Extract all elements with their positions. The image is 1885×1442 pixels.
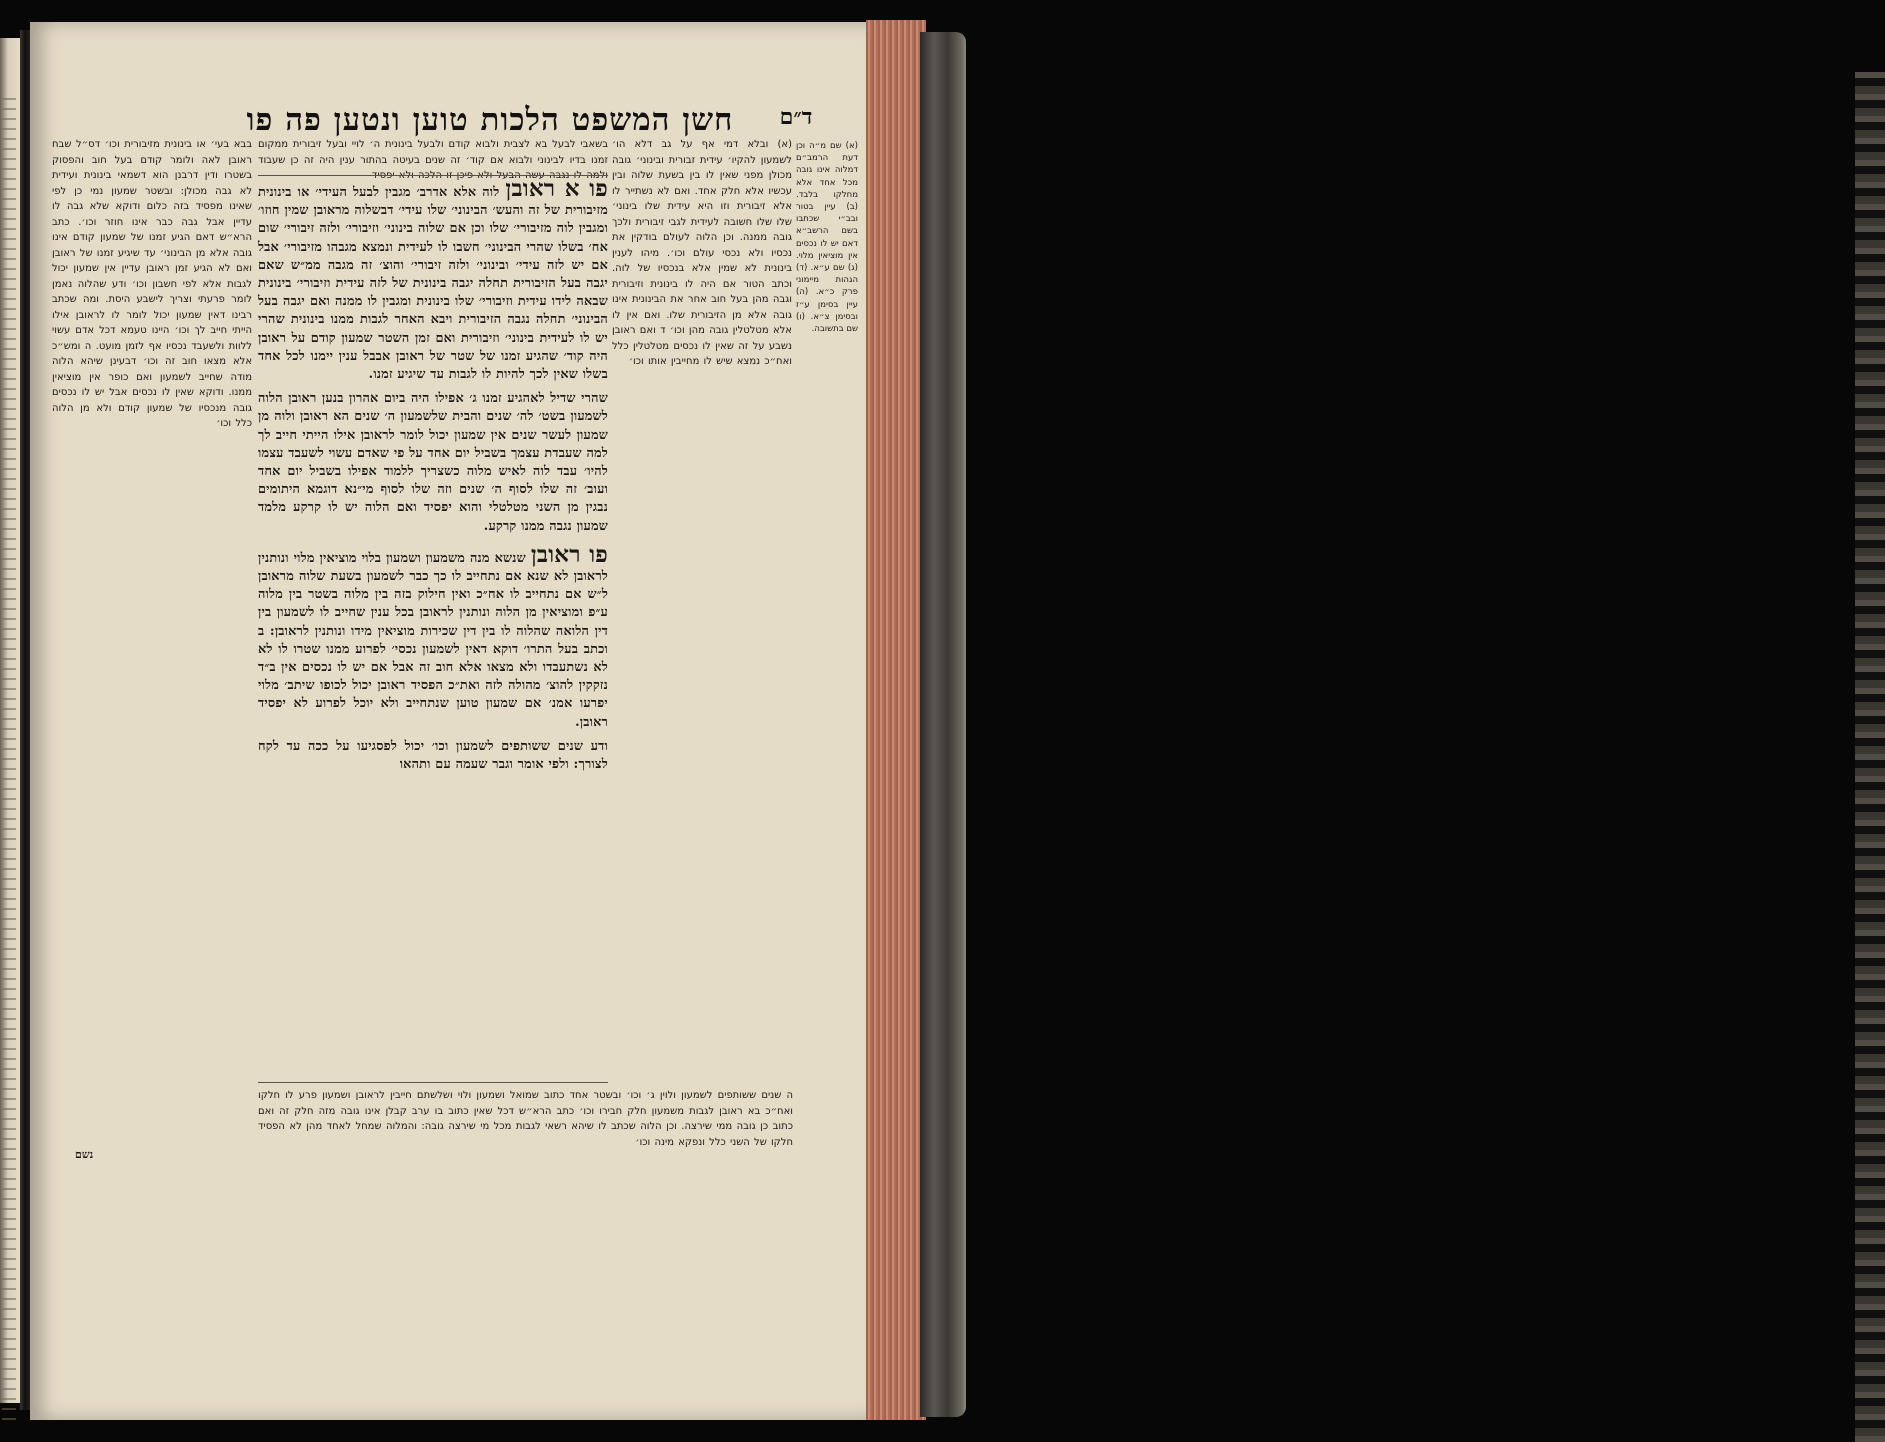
running-head: חשן המשפט הלכות טוען ונטען פה פו (246, 102, 734, 138)
main-paragraph-3 (258, 542, 608, 732)
page-fore-edge (866, 20, 926, 1420)
rule-above-bottom-band (258, 1082, 608, 1083)
main-text-column (258, 176, 608, 1078)
previous-page-text-fragment (2, 98, 16, 1428)
main-paragraph-1 (258, 176, 608, 384)
main-text-1: לוה אלא אדרב׳ מגבין לבעל העידי׳ או בינונית מזיבורית של זה והעש׳ הבינוני׳ שלו עידי׳ דבשלוה מראובן שמין חוזו׳ ומגבין לוה מזיבורי׳ שלו וכן אם שלוה בינוני׳ וזיבורי׳ ולזה זיבורי׳ שום אח׳ בשלו שהרי הבינוני׳ חשבו לו לעידית ונמצא מגבהו מזיבורי׳ אבל אם יש לזה עידי׳ ובינוני׳ ולזה זיבורי׳ והוצ׳ זה מגבה ממ״ש שאם יגבה בעל הזיבורית תחלה יגבה בינונית של לזה עידית וזיבורי׳ בינונית שבאה לידו עידית וזיבורי׳ שלו בינונית ומגבין לו ממנה ואם יגבה בעל הבינוני׳ תחלה נגבה הזיבורית ויבא האחר לגבות ממנו בינונית שהרי יש לו לעידית בינוני׳ וזיבורית ואם זמן השטר שמעון קודם על ראובן היה קוד׳ שהגיע זמנו של שטר של ראובן אבבל ענין יימנו לכל אחד בשלו שאין לכך להיות לו לגבות עד שיגיע זמנו. (258, 185, 608, 383)
main-text-3: שנשא מנה משמעון ושמעון בלוי מוציאין מלוי ונותנין לראובן לא שנא אם נתחייב לו כך כבר לשמעון בשעת שלוה מראובן ל״ש אם נתחייב לו אח״כ ואין חילוק בזה בין מלוה בשטר בין מלוה ע״פ ומוציאין מן הלוה ונותנין לראובן בכל ענין שחייב לו לשמעון בין דין הלואה שהלוה לו בין דין שכירות מוציאין מידו ונותנין לראובן: ב וכתב בעל התרו׳ דוקא דאין לשמעון נכסי׳ לפרוע ממנו שטרו לו לא לא נשתעבדו ולא מצאו אלא חוב זה אבל אם יש לו נכסים אין ב״ד נזקקין להוצ׳ מהולה לזה ואת״כ הפסיד ראובן יכול לכופו שיתב׳ מלוי יפרעו אמנ׳ אם שמעון טוען שנתחייב ולא יוכל לפרוע לא יפסיד ראובן. (258, 550, 608, 730)
commentary-left-column (52, 137, 252, 1155)
book-cover-edge (920, 32, 966, 1417)
commentary-bottom-band (258, 1088, 793, 1168)
previous-page-edge (0, 38, 20, 1403)
commentary-right-column (612, 137, 792, 1155)
worn-leather-texture (1855, 72, 1885, 1442)
commentary-top-band (258, 137, 608, 175)
commentary-top-text: בשאבי לבעל בא לצבית ולבוא קודם ולבעל בינונית ה׳ לויי ובעל זיבורית ממקום זמנו בדיו לבינוני ולבוא אם קוד׳ זה שנים בעיטה בהתור ענין היה זה כן שעבוד (258, 139, 608, 166)
commentary-right-text: (א) ובלא דמי אף על גב דלא הו׳ לשמעון להקיו׳ עידית זבורית ובינוני׳ גובה מכולן מפני שאין לו בין בשעת שלוה ובין עכשיו אלא חלק אחד. ואם לא נשתייר לו אלא זיבורית וזו היא עידית שלו בינוני׳ שלו שלו חשובה לעידית לגבי זיבורית ולכך גובה ממנה. וכן הלוה לעולם בודקין את נכסיו ולא נכסי עולם וכו׳. מיהו לענין בינונית לא שמין אלא בנכסיו של לוה. וכתב הטור אם היה לו בינונית וזיבורית וגבה מהן בעל חוב אחר את הבינונית אינו גובה אלא מן הזיבורית שלו. ואם אין לו אלא מטלטלין גובה מהן וכו׳ ד ואם ראובן נשבע על זה שאין לו נכסים מטלטלין כלל ואח״כ נמצא שיש לו מחייבין אותו וכו׳ (612, 139, 792, 367)
main-paragraph-4: ודע שנים ששותפים לשמעון וכו׳ יכול לפסגיעו על ככה עד לקח לצורך: ולפי אומר וגבר שעמה עם ותהאו (258, 738, 608, 773)
commentary-bottom-text: ה שנים ששותפים לשמעון ולוין ג׳ וכו׳ ובשטר אחד כתוב שמואל ושמעון ולוי ושלשתם חייבין לראובן ושמעון פרע לו חלקו ואח״כ בא ראובן לגבות משמעון חלק חבירו וכו׳ כתב הרא״ש דכל שאין כתוב בו ערב קבלן אינו גובה מזה חלק זה ואם כתוב כן גובה ממי שירצה. וכן הלוה שכתב לו שיהא רשאי לגבות מכל מי שירצה גובה: והמלוה שמחל לאחד מהן לא הפסיד חלקו של השני כלל ונפקא מינה וכו׳ (258, 1090, 793, 1148)
main-paragraph-2: שהרי שדיל לאהגיע זמנו ג׳ אפילו היה ביום אהרון בנען ראובן הלוה לשמעון בשט׳ לה׳ שנים והבית שלשמעון ה׳ שנים הא ראובן ולוה מן שמעון לעשר שנים אין שמעון יכול לומר לראובן אילו הייתי חייב לך למה שעבדת עצמך בשביל יום אחד על פי שאדם עשוי לשעבד עצמו להיו׳ עבד לוה לאיש מלוה כשצריך ללמוד אפילו בשביל יום אחד ועוב׳ זה שלו לסוף ה׳ שנים וזה שלו לסוף מי״נא דוגמא היתומים נבגין מן השני מטלטלי והוא יפסיד ואם הלוה יש לו קרקע מלמד שמעון נגבה ממנו קרקע. (258, 391, 608, 534)
catchword: נשם (75, 1148, 94, 1161)
folio-number: ד״ם (779, 104, 813, 130)
marginal-notes (796, 140, 858, 845)
commentary-left-text: בבא בעי׳ או בינונית מזיבורית וכו׳ דס״ל שבח ראובן לאה ולומר קודם בעל חוב והפסוק בשטרו ודין דרבנן הוא דשמאי בינונית ועידית לא גבה מכולן: ובשטר שמעון נמי כן לפי שאינו מפסיד בזה כלום ודוקא שלא גבה לו עדיין אבל גבה כבר אינו חוזר וכו׳. כתב הרא״ש דאם הגיע זמנו של שמעון קודם אינו גובה אלא מן הבינוני׳ עד שיגיע זמנו של ראובן ואם לא הגיע זמן ראובן עדיין אין שמעון יכול לגבות אלא לפי חשבון וכו׳ ודע שהלוה נאמן לומר פרעתי וצריך לישבע היסת. ומה שכתב רבינו דאין שמעון יכול לומר לו לראובן אילו הייתי חייב לך וכו׳ היינו טעמא דכל אדם עשוי ללוות ולשעבד נכסיו אף לזמן מועט. ה ומש״כ אלא מצאו חוב זה וכו׳ דבעינן שיהא הלוה מודה שחייב לשמעון ואם כופר אין מוציאין ממנו. ודוקא שאין לו נכסים אבל יש לו נכסים גובה מנכסיו של שמעון קודם ולא מן הלוה כלל וכו׳ (52, 139, 252, 429)
lead-word: פו ראובן (530, 540, 608, 568)
marginal-notes-text: (א) שם מ״ה וכן דעת הרמב״ם דמלוה אינו גובה מכל אחד אלא מחלקו בלבד. (ב) עיין בטור ובב״י שכתבו בשם הרשב״א דאם יש לו נכסים אין מוציאין מלוי. (ג) שם ע״א. (ד) הגהות מיימוני פרק כ״א. (ה) עיין בסימן ע״ז ובסימן צ״א. (ו) שם בתשובה. (796, 141, 858, 335)
lead-word: פו א ראובן (505, 175, 609, 202)
